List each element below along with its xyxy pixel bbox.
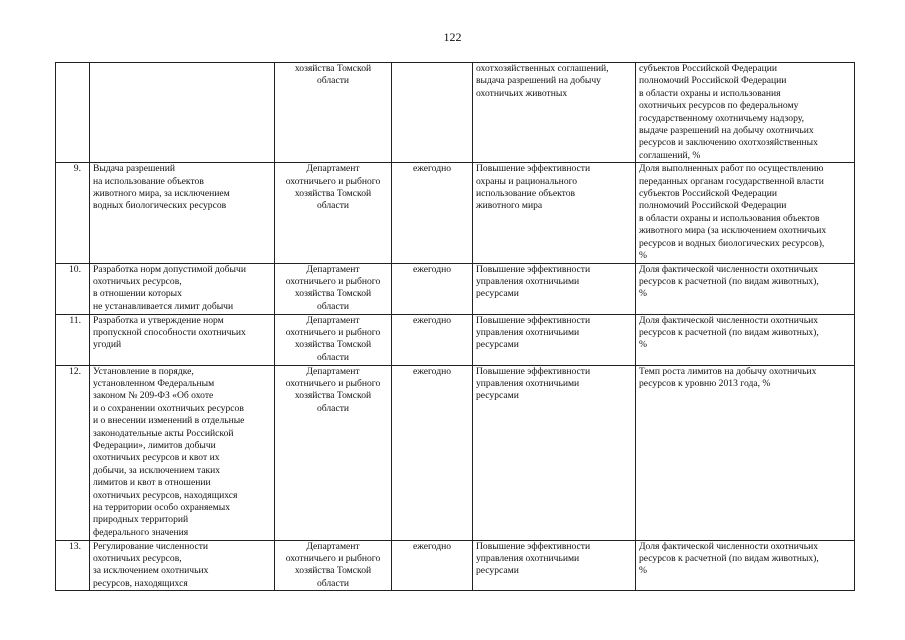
executor-cell: Департамент охотничьего и рыбного хозяйства Томской области xyxy=(275,540,392,591)
table-row xyxy=(56,365,855,540)
deadline-cell xyxy=(392,63,473,163)
indicator-cell: Доля фактической численности охотничьих ресурсов к расчетной (по видам животных), % xyxy=(636,263,855,314)
row-number: 12. xyxy=(56,365,90,540)
measures-table xyxy=(55,62,855,591)
indicator-cell: Доля фактической численности охотничьих ресурсов к расчетной (по видам животных), % xyxy=(636,314,855,365)
row-number: 11. xyxy=(56,314,90,365)
result-cell: Повышение эффективности охраны и рационального использование объектов животного мира xyxy=(473,163,636,263)
result-cell: Повышение эффективности управления охотничьими ресурсами xyxy=(473,540,636,591)
measure-cell: Разработка и утверждение норм пропускной способности охотничьих угодий xyxy=(90,314,275,365)
deadline-cell: ежегодно xyxy=(392,365,473,540)
table-row xyxy=(56,540,855,591)
deadline-cell: ежегодно xyxy=(392,163,473,263)
measure-cell: Регулирование численности охотничьих ресурсов, за исключением охотничьих ресурсов, находящихся xyxy=(90,540,275,591)
page-number: 122 xyxy=(443,30,462,44)
table-row xyxy=(56,63,855,163)
measure-cell xyxy=(90,63,275,163)
deadline-cell: ежегодно xyxy=(392,540,473,591)
row-number xyxy=(56,63,90,163)
executor-cell: Департамент охотничьего и рыбного хозяйства Томской области xyxy=(275,163,392,263)
result-cell: Повышение эффективности управления охотничьими ресурсами xyxy=(473,263,636,314)
executor-cell: Департамент охотничьего и рыбного хозяйства Томской области xyxy=(275,263,392,314)
executor-cell: Департамент охотничьего и рыбного хозяйства Томской области xyxy=(275,314,392,365)
deadline-cell: ежегодно xyxy=(392,263,473,314)
measure-cell: Выдача разрешений на использование объектов животного мира, за исключением водных биологических ресурсов xyxy=(90,163,275,263)
measure-cell: Разработка норм допустимой добычи охотничьих ресурсов, в отношении которых не устанавливается лимит добычи xyxy=(90,263,275,314)
table-row xyxy=(56,314,855,365)
indicator-cell: субъектов Российской Федерации полномочий Российской Федерации в области охраны и использования охотничьих ресурсов по федеральному государственному охотничьему надзору, выдаче разрешений на добычу охотничьих ресурсов и заключению охотхозяйственных соглашений, % xyxy=(636,63,855,163)
indicator-cell: Доля фактической численности охотничьих ресурсов к расчетной (по видам животных), % xyxy=(636,540,855,591)
indicator-cell: Доля выполненных работ по осуществлению переданных органам государственной власти субъектов Российской Федерации полномочий Российской Федерации в области охраны и использования объектов животного мира (за исключением охотничьих ресурсов и водных биологических ресурсов), % xyxy=(636,163,855,263)
row-number: 13. xyxy=(56,540,90,591)
table-row xyxy=(56,263,855,314)
result-cell: Повышение эффективности управления охотничьими ресурсами xyxy=(473,314,636,365)
deadline-cell: ежегодно xyxy=(392,314,473,365)
executor-cell: хозяйства Томской области xyxy=(275,63,392,163)
indicator-cell: Темп роста лимитов на добычу охотничьих ресурсов к уровню 2013 года, % xyxy=(636,365,855,540)
result-cell: охотхозяйственных соглашений, выдача разрешений на добычу охотничьих животных xyxy=(473,63,636,163)
executor-cell: Департамент охотничьего и рыбного хозяйства Томской области xyxy=(275,365,392,540)
measure-cell: Установление в порядке, установленном Федеральным законом № 209-ФЗ «Об охоте и о сохранении охотничьих ресурсов и о внесении изменений в отдельные законодательные акты Российской Федерации», лимитов добычи охотничьих ресурсов и квот их добычи, за исключением таких лимитов и квот в отношении охотничьих ресурсов, находящихся на территории особо охраняемых природных территорий федерального значения xyxy=(90,365,275,540)
row-number: 10. xyxy=(56,263,90,314)
result-cell: Повышение эффективности управления охотничьими ресурсами xyxy=(473,365,636,540)
row-number: 9. xyxy=(56,163,90,263)
table-row xyxy=(56,163,855,263)
